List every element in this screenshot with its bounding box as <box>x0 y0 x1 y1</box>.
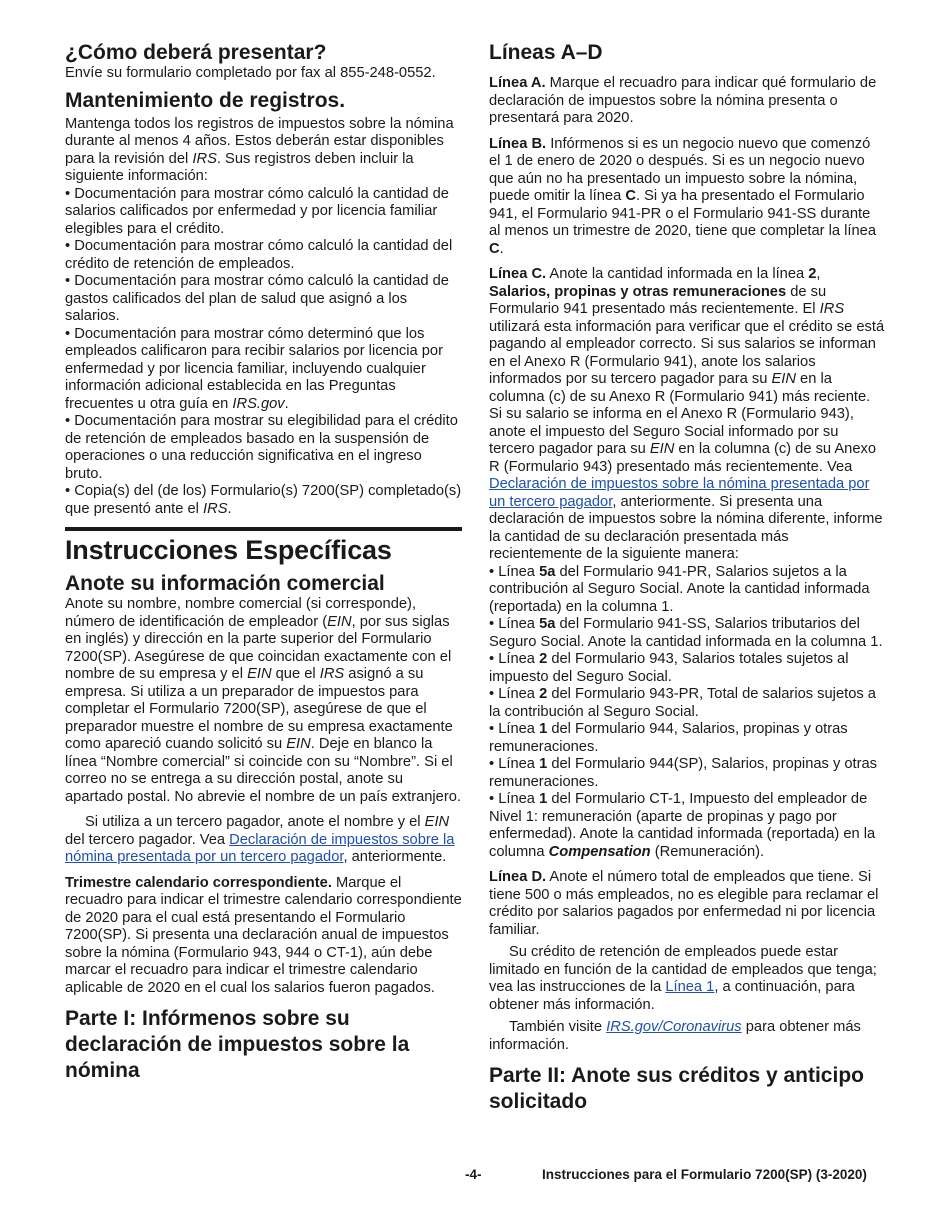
footer-title: Instrucciones para el Formulario 7200(SP) (3-2020) <box>542 1167 867 1182</box>
trimestre-paragraph: Trimestre calendario correspondiente. Marque el recuadro para indicar el trimestre calendario correspondiente de 2020 para el cual está presentando el Formulario 7200(SP). Si presenta una declaración anual de impuestos sobre la nómina (Formulario 943, 944 o CT-1), aún debe marcar el recuadro para indicar el trimestre calendario aplicable de 2020 en el cual los salarios fueron pagados. <box>65 874 462 996</box>
irs-coronavirus-link[interactable]: IRS.gov/Coronavirus <box>606 1019 742 1035</box>
list-item: • Línea 1 del Formulario 944, Salarios, propinas y otras remuneraciones. <box>489 721 848 755</box>
linea-d-paragraph: Línea D. Anote el número total de empleados que tiene. Si tiene 500 o más empleados, no es elegible para reclamar el crédito por salarios pagados por enfermedad ni por licencia familiar. <box>489 869 879 938</box>
mantenimiento-paragraph: Mantenga todos los registros de impuestos sobre la nómina durante al menos 4 años. Estos deberán estar disponibles para la revisión del IRS. Sus registros deben incluir la siguiente información: <box>65 115 454 184</box>
list-item: • Documentación para mostrar cómo calculó la cantidad del crédito de retención de empleados. <box>65 238 453 272</box>
list-item: • Línea 2 del Formulario 943, Salarios totales sujetos al impuesto del Seguro Social. <box>489 651 849 685</box>
left-column <box>65 40 462 1084</box>
visite-paragraph: También visite IRS.gov/Coronavirus para obtener más información. <box>489 1019 861 1053</box>
anote-paragraph: Anote su nombre, nombre comercial (si corresponde), número de identificación de empleador (EIN, por sus siglas en inglés) y dirección en la parte superior del Formulario 7200(SP). Asegúrese de que coincidan exactamente con el nombre de su empresa y el EIN que el IRS asignó a su empresa. Si utiliza a un preparador de impuestos para completar el Formulario 7200(SP), asegúrese de que el preparador muestre el nombre de su empresa exactamente como apareció cuando solicitó su EIN. Deje en blanco la línea “Nombre comercial” si coincide con su “Nombre”. Si el correo no se entrega a su dirección postal, anote su apartado postal. No abrevie el nombre de un país extranjero. <box>65 596 461 805</box>
list-item: • Copia(s) del (de los) Formulario(s) 7200(SP) completado(s) que presentó ante el IRS. <box>65 483 462 517</box>
tercero-pagador-link[interactable]: Declaración de impuestos sobre la nómina presentada por un tercero pagador <box>65 831 455 865</box>
credito-paragraph: Su crédito de retención de empleados puede estar limitado en función de la cantidad de empleados que tenga; vea las instrucciones de la Línea 1, a continuación, para obtener más información. <box>489 944 877 1013</box>
list-item: • Línea 5a del Formulario 941-PR, Salarios sujetos a la contribución al Seguro Social. Anote la cantidad informada (reportada) en la columna 1. <box>489 563 870 615</box>
heading-lineas-a-d: Líneas A–D <box>489 41 603 64</box>
list-item: • Documentación para mostrar cómo determinó que los empleados calificaron para recibir salarios por licencia por enfermedad y por licencia familiar, incluyendo cualquier información adicional establecida en las Preguntas frecuentes u otra guía en IRS.gov. <box>65 325 443 412</box>
linea-1-link[interactable]: Línea 1 <box>665 979 715 995</box>
list-item: • Línea 5a del Formulario 941-SS, Salarios tributarios del Seguro Social. Anote la cantidad informada en la columna 1. <box>489 616 883 650</box>
fax-paragraph: Envíe su formulario completado por fax al 855-248-0552. <box>65 65 436 81</box>
page-number: -4- <box>465 1167 482 1182</box>
linea-c-paragraph: Línea C. Anote la cantidad informada en la línea 2, Salarios, propinas y otras remuneraciones de su Formulario 941 presentado más recientemente. El IRS utilizará esta información para verificar que el crédito se está pagando al empleador correcto. Si sus salarios se informan en el Anexo R (Formulario 941), anote los salarios informados por su tercero pagador para su EIN en la columna (c) de su Anexo R (Formulario 941) más reciente. Si su salario se informa en el Anexo R (Formulario 943), anote el impuesto del Seguro Social informado por su tercero pagador para su EIN en la columna (c) de su Anexo R (Formulario 943) presentado más recientemente. Vea Declaración de impuestos sobre la nómina presentada por un tercero pagador, anteriormente. Si presenta una declaración de impuestos sobre la nómina diferente, informe la cantidad de su declaración presentada más recientemente de la siguiente manera: <box>489 266 885 562</box>
list-item: • Documentación para mostrar su elegibilidad para el crédito de retención de empleados basado en la suspensión de operaciones o una reducción significativa en el ingreso bruto. <box>65 413 458 482</box>
heading-anote-informacion: Anote su información comercial <box>65 572 385 595</box>
heading-como-presentar: ¿Cómo deberá presentar? <box>65 41 327 64</box>
list-item: • Línea 2 del Formulario 943-PR, Total de salarios sujetos a la contribución al Seguro Social. <box>489 686 876 720</box>
tercero-pagador-paragraph: Si utiliza a un tercero pagador, anote el nombre y el EIN del tercero pagador. Vea Declaración de impuestos sobre la nómina presentada por un tercero pagador, anteriormente. <box>65 814 455 865</box>
list-item: • Línea 1 del Formulario CT-1, Impuesto del empleador de Nivel 1: remuneración (aparte de propinas y pago por enfermedad). Anote la cantidad informada (reportada) en la columna Compensation (Remuneración). <box>489 791 876 860</box>
section-divider <box>65 527 462 531</box>
linea-b-paragraph: Línea B. Infórmenos si es un negocio nuevo que comenzó el 1 de enero de 2020 o después. Si es un negocio nuevo que aún no ha presentado un impuesto sobre la nómina, puede omitir la línea C. Si ya ha presentado el Formulario 941, el Formulario 941-PR o el Formulario 941-SS durante al menos un trimestre de 2020, tiene que completar la línea C. <box>489 135 876 257</box>
right-column <box>489 40 885 1115</box>
list-item: • Línea 1 del Formulario 944(SP), Salarios, propinas y otras remuneraciones. <box>489 756 878 790</box>
heading-mantenimiento: Mantenimiento de registros. <box>65 88 346 112</box>
heading-parte-1: Parte I: Infórmenos sobre su declaración de impuestos sobre la nómina <box>65 1007 410 1082</box>
list-item: • Documentación para mostrar cómo calculó la cantidad de salarios calificados por enfermedad y por licencia familiar elegibles para el crédito. <box>65 185 449 237</box>
linea-a-paragraph: Línea A. Marque el recuadro para indicar qué formulario de declaración de impuestos sobre la nómina presenta o presentará para 2020. <box>489 75 877 126</box>
heading-parte-2: Parte II: Anote sus créditos y anticipo solicitado <box>489 1064 864 1113</box>
tercero-pagador-link-2[interactable]: Declaración de impuestos sobre la nómina presentada por un tercero pagador <box>489 476 870 510</box>
heading-instrucciones-especificas: Instrucciones Específicas <box>65 535 392 565</box>
list-item: • Documentación para mostrar cómo calculó la cantidad de gastos calificados del plan de salud que asignó a los salarios. <box>65 273 449 324</box>
